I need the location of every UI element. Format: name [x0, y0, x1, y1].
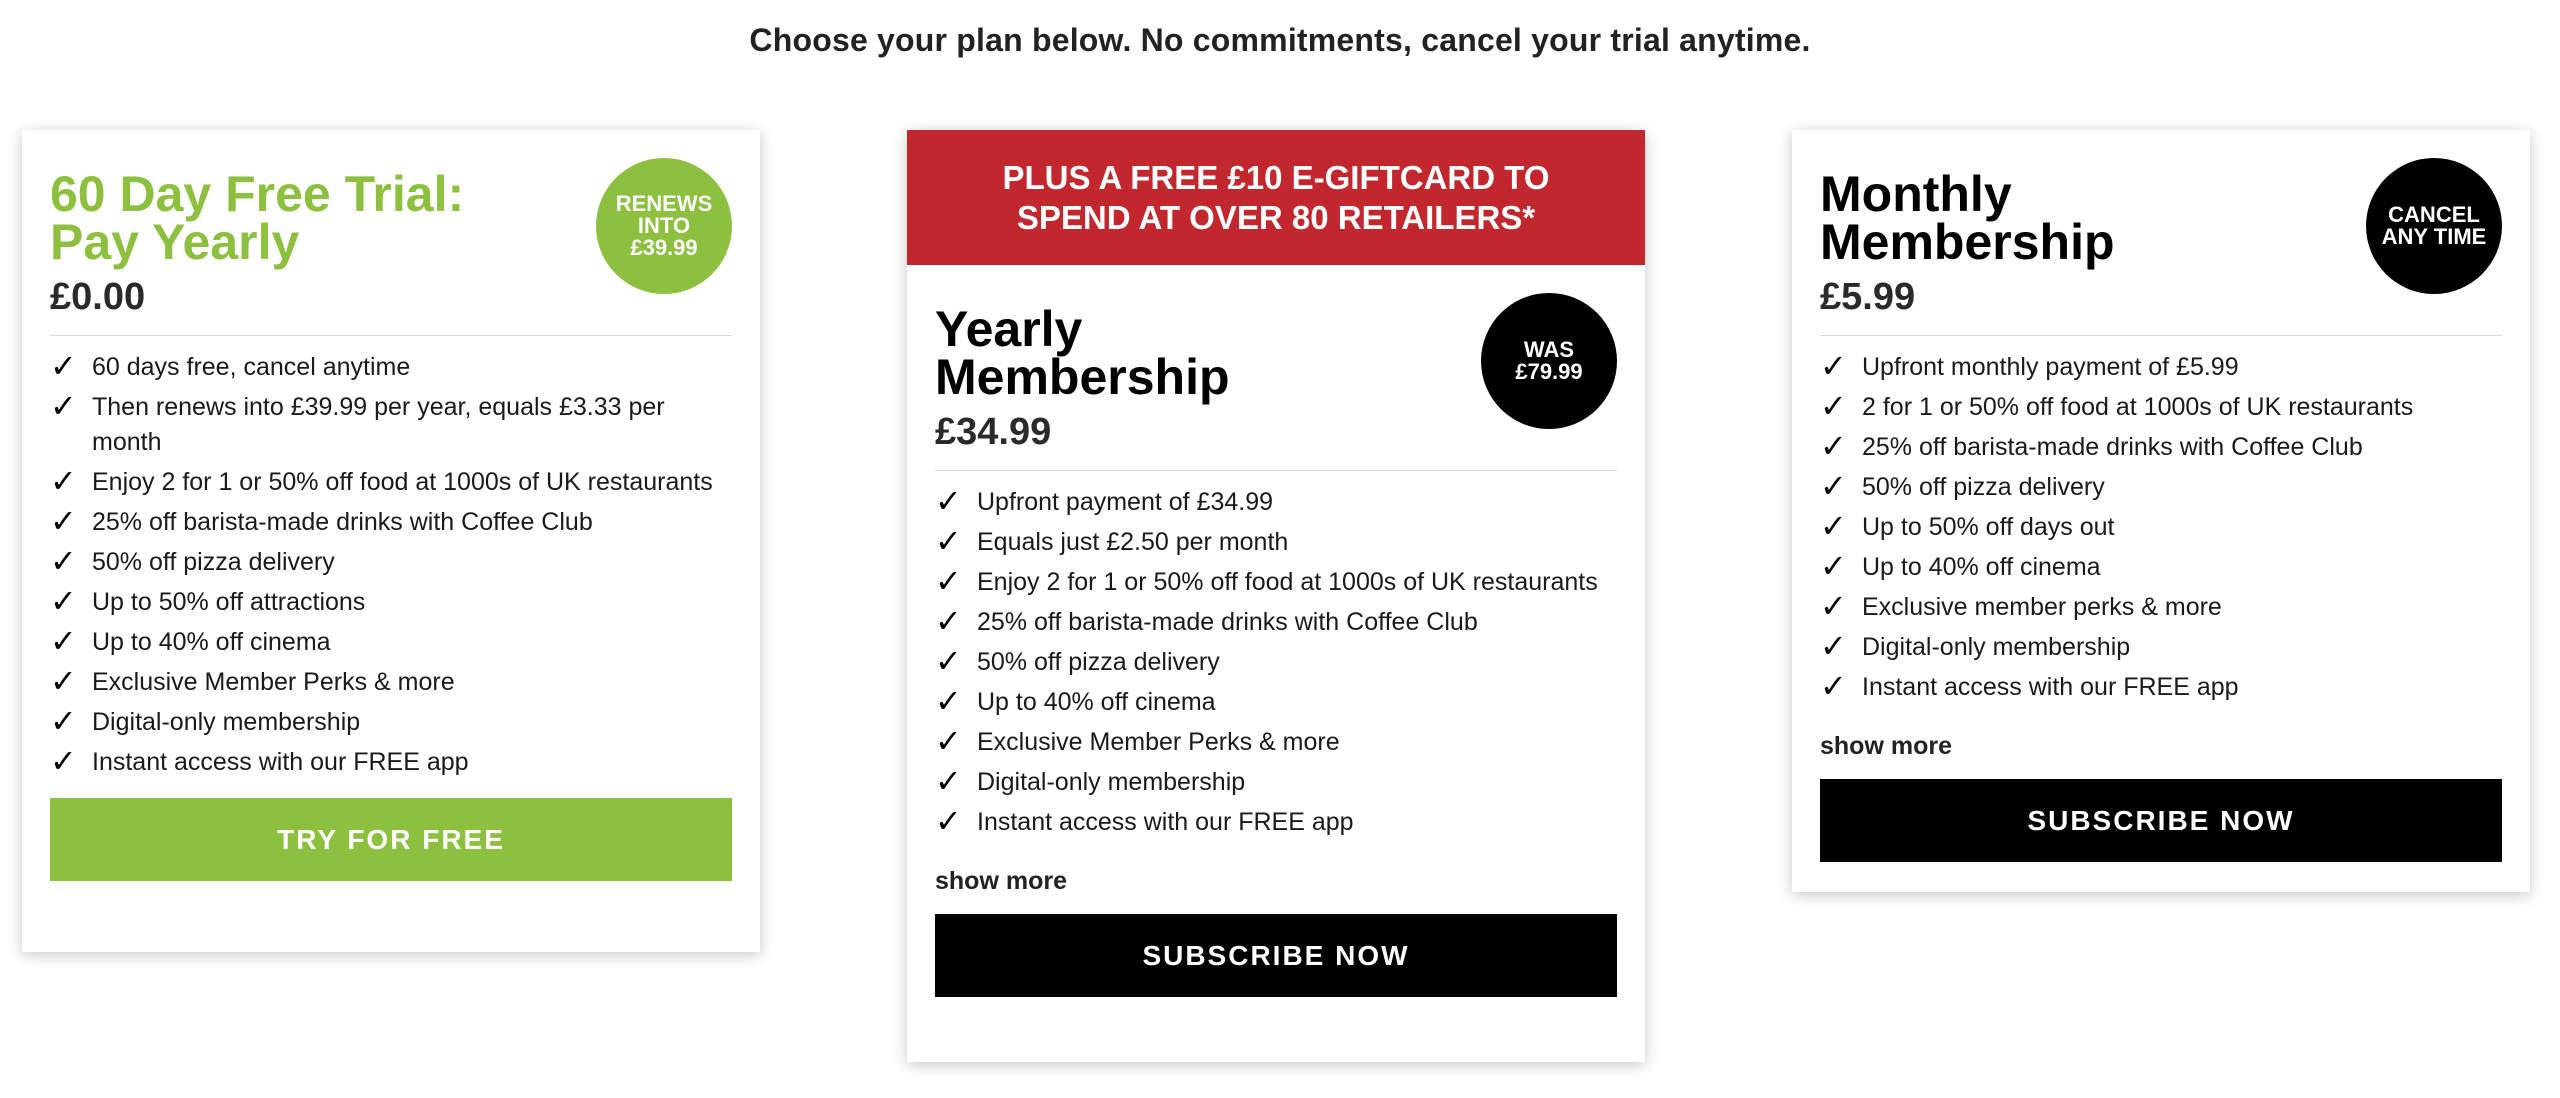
feature-item — [50, 745, 732, 780]
feature-item — [1820, 390, 2502, 425]
checkmark-icon: ✓ — [50, 623, 77, 659]
feature-text: 25% off barista-made drinks with Coffee Club — [977, 608, 1478, 636]
checkmark-icon: ✓ — [50, 348, 77, 384]
show-more-link[interactable]: show more — [1820, 732, 1952, 760]
feature-text: Up to 40% off cinema — [1862, 553, 2101, 581]
badge-line: ANY TIME — [2381, 224, 2487, 249]
checkmark-icon: ✓ — [935, 803, 962, 839]
feature-item — [935, 765, 1617, 800]
badge-line: CANCEL — [2388, 202, 2480, 227]
feature-list — [935, 485, 1617, 840]
feature-item — [935, 805, 1617, 840]
feature-text: Exclusive member perks & more — [1862, 593, 2222, 621]
feature-text: Digital-only membership — [1862, 633, 2131, 661]
feature-text: 25% off barista-made drinks with Coffee Club — [92, 508, 593, 536]
feature-list — [50, 350, 732, 780]
checkmark-icon: ✓ — [935, 723, 962, 759]
subscribe-yearly-button[interactable]: SUBSCRIBE NOW — [935, 914, 1617, 997]
banner-line: SPEND AT OVER 80 RETAILERS* — [1016, 198, 1536, 236]
checkmark-icon: ✓ — [935, 603, 962, 639]
subscribe-monthly-button[interactable]: SUBSCRIBE NOW — [1820, 779, 2502, 862]
feature-text: Enjoy 2 for 1 or 50% off food at 1000s of UK restaurants — [977, 568, 1598, 596]
plan-title-line: Membership — [935, 349, 1230, 405]
divider — [935, 470, 1617, 471]
feature-text: Upfront payment of £34.99 — [977, 488, 1274, 516]
checkmark-icon: ✓ — [1820, 628, 1847, 664]
feature-item — [50, 505, 732, 540]
checkmark-icon: ✓ — [935, 483, 962, 519]
plan-title-line: Pay Yearly — [50, 214, 300, 270]
checkmark-icon: ✓ — [1820, 508, 1847, 544]
feature-item — [50, 545, 732, 580]
feature-item — [1820, 350, 2502, 385]
feature-item — [50, 665, 732, 700]
banner-line: PLUS A FREE £10 E-GIFTCARD TO — [1002, 158, 1550, 196]
renews-badge — [596, 158, 732, 294]
feature-item — [1820, 430, 2502, 465]
plan-title-line: Membership — [1820, 214, 2115, 270]
feature-text: Exclusive Member Perks & more — [977, 728, 1340, 756]
feature-text: Up to 50% off days out — [1862, 513, 2115, 541]
checkmark-icon: ✓ — [1820, 588, 1847, 624]
feature-list — [1820, 350, 2502, 705]
feature-item — [50, 350, 732, 385]
plan-price: £0.00 — [50, 276, 146, 318]
checkmark-icon: ✓ — [50, 388, 77, 424]
feature-item — [1820, 630, 2502, 665]
feature-item — [50, 705, 732, 740]
feature-item — [50, 465, 732, 500]
checkmark-icon: ✓ — [50, 503, 77, 539]
divider — [50, 335, 732, 336]
checkmark-icon: ✓ — [50, 543, 77, 579]
checkmark-icon: ✓ — [50, 703, 77, 739]
feature-item — [1820, 510, 2502, 545]
page-headline: Choose your plan below. No commitments, cancel your trial anytime. — [749, 22, 1811, 58]
feature-item — [50, 390, 732, 460]
feature-item — [1820, 550, 2502, 585]
checkmark-icon: ✓ — [935, 683, 962, 719]
feature-text: 50% off pizza delivery — [977, 648, 1220, 676]
checkmark-icon: ✓ — [50, 743, 77, 779]
feature-text: Upfront monthly payment of £5.99 — [1862, 353, 2239, 381]
feature-text: Exclusive Member Perks & more — [92, 668, 455, 696]
plan-title-line: 60 Day Free Trial: — [50, 166, 465, 222]
checkmark-icon: ✓ — [935, 643, 962, 679]
feature-text: Then renews into £39.99 per year, equals £3.33 per month — [92, 393, 665, 456]
feature-text: Instant access with our FREE app — [92, 748, 469, 776]
feature-item — [1820, 470, 2502, 505]
feature-text: 2 for 1 or 50% off food at 1000s of UK restaurants — [1862, 393, 2414, 421]
checkmark-icon: ✓ — [50, 463, 77, 499]
feature-text: Up to 40% off cinema — [977, 688, 1216, 716]
feature-text: Up to 50% off attractions — [92, 588, 366, 616]
feature-item — [935, 725, 1617, 760]
plan-title-line: Monthly — [1820, 166, 2012, 222]
badge-line: £79.99 — [1515, 359, 1583, 384]
checkmark-icon: ✓ — [935, 563, 962, 599]
checkmark-icon: ✓ — [935, 523, 962, 559]
feature-text: Up to 40% off cinema — [92, 628, 331, 656]
plan-card-free-trial — [22, 130, 760, 952]
feature-text: Instant access with our FREE app — [1862, 673, 2239, 701]
feature-text: Digital-only membership — [977, 768, 1246, 796]
feature-text: 50% off pizza delivery — [92, 548, 335, 576]
checkmark-icon: ✓ — [50, 583, 77, 619]
badge-line: WAS — [1523, 337, 1575, 362]
show-more-link[interactable]: show more — [935, 867, 1067, 895]
badge-line: £39.99 — [630, 235, 698, 260]
checkmark-icon: ✓ — [1820, 668, 1847, 704]
plan-card-yearly — [907, 130, 1645, 1062]
feature-text: 50% off pizza delivery — [1862, 473, 2105, 501]
plan-title — [935, 301, 1435, 405]
feature-item — [935, 685, 1617, 720]
plan-title-line: Yearly — [935, 301, 1083, 357]
plan-price: £5.99 — [1820, 276, 1916, 318]
try-for-free-button[interactable]: TRY FOR FREE — [50, 798, 732, 881]
feature-item — [50, 625, 732, 660]
checkmark-icon: ✓ — [1820, 428, 1847, 464]
giftcard-banner — [907, 130, 1645, 265]
feature-text: 25% off barista-made drinks with Coffee Club — [1862, 433, 2363, 461]
feature-item — [50, 585, 732, 620]
checkmark-icon: ✓ — [1820, 348, 1847, 384]
feature-text: Enjoy 2 for 1 or 50% off food at 1000s of UK restaurants — [92, 468, 713, 496]
feature-item — [935, 605, 1617, 640]
divider — [1820, 335, 2502, 336]
plan-title — [1820, 166, 2320, 270]
feature-item — [935, 645, 1617, 680]
checkmark-icon: ✓ — [50, 663, 77, 699]
cancel-anytime-badge — [2366, 158, 2502, 294]
feature-text: 60 days free, cancel anytime — [92, 353, 411, 381]
feature-text: Digital-only membership — [92, 708, 361, 736]
feature-text: Equals just £2.50 per month — [977, 528, 1289, 556]
checkmark-icon: ✓ — [1820, 388, 1847, 424]
plan-price: £34.99 — [935, 411, 1052, 453]
feature-item — [1820, 590, 2502, 625]
checkmark-icon: ✓ — [1820, 548, 1847, 584]
feature-text: Instant access with our FREE app — [977, 808, 1354, 836]
badge-line: RENEWS — [615, 191, 713, 216]
feature-item — [935, 565, 1617, 600]
feature-item — [1820, 670, 2502, 705]
checkmark-icon: ✓ — [1820, 468, 1847, 504]
badge-line: INTO — [637, 213, 691, 238]
checkmark-icon: ✓ — [935, 763, 962, 799]
plan-title — [50, 166, 550, 270]
feature-item — [935, 525, 1617, 560]
feature-item — [935, 485, 1617, 520]
plan-card-monthly — [1792, 130, 2530, 892]
was-price-badge — [1481, 293, 1617, 429]
